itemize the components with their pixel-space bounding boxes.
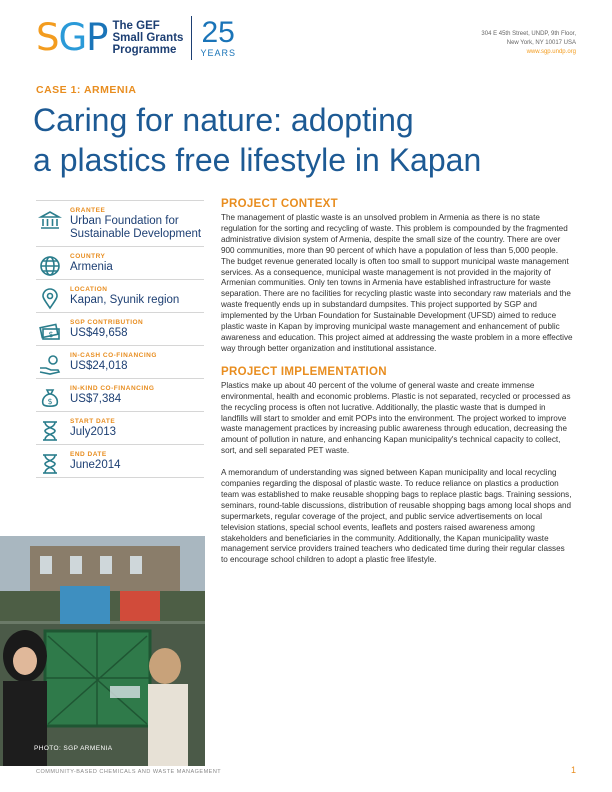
info-end-date: END DATE June2014 — [36, 445, 204, 478]
logo-wordmark: SGP — [36, 16, 108, 59]
hourglass-icon — [38, 452, 62, 476]
section-title-implementation: PROJECT IMPLEMENTATION — [221, 365, 387, 378]
info-in-cash-cofinancing: IN-CASH CO-FINANCING US$24,018 — [36, 346, 204, 379]
svg-text:$: $ — [48, 330, 54, 339]
globe-icon — [38, 254, 62, 278]
svg-text:$: $ — [47, 397, 53, 406]
anniversary-badge: 25 YEARS — [200, 16, 236, 58]
info-grantee: GRANTEE Urban Foundation for Sustainable Development — [36, 200, 204, 247]
hand-money-icon — [38, 353, 62, 377]
hourglass-icon — [38, 419, 62, 443]
money-bag-icon — [38, 386, 62, 410]
info-in-kind-cofinancing: $ IN-KIND CO-FINANCING US$7,384 — [36, 379, 204, 412]
sgp-logo — [36, 16, 236, 60]
page-number: 1 — [570, 765, 576, 775]
map-pin-icon — [38, 287, 62, 311]
project-photo — [0, 536, 205, 766]
context-paragraph: The management of plastic waste is an unsolved problem in Armenia as there is no state regulation for the sorting and recycling of waste. This problem is compounded by the fragmented administrative division system of Armenia, despite the small size of the country. There are over 900 communities, more than 90 percent of which have a population of less than 5,000 people. The budget revenue generated locally is often too small to support municipal waste management services. As a consequence, municipal waste management is not provided in the majority of Armenian communities. Only ten towns in Armenia have established infrastructure for waste separation. There are no facilities for recycling plastic waste into secondary raw materials and the waste frequently ends up in substandard dumpsites. This project supported by SGP and implemented by the Urban Foundation for Sustainable Development (UFSD) aimed to reduce plastic waste in Kapan by improving municipal waste management and enhancement of public awareness and education. This project aimed at addressing the waste problem in a more effective way through better organization and institutional assistance. — [221, 213, 573, 353]
main-content — [221, 198, 573, 577]
photo-credit: PHOTO: SGP ARMENIA — [34, 745, 113, 752]
page-title: Caring for nature: adopting a plastics free lifestyle in Kapan — [33, 102, 482, 178]
info-start-date: START DATE July2013 — [36, 412, 204, 445]
info-location: LOCATION Kapan, Syunik region — [36, 280, 204, 313]
info-country: COUNTRY Armenia — [36, 247, 204, 280]
money-icon — [38, 320, 62, 344]
address-line-2: New York, NY 10017 USA — [506, 40, 576, 46]
implementation-paragraph-1: Plastics make up about 40 percent of the volume of general waste and create immense environmental, health and economic problems. Plastic is not separated, recycled or processed as the recycling process is often not lucrative. Additionally, the plastic waste that is dumped in landfills will start to smolder and emit POPs into the environment. The project worked to improve waste management practices by increasing public awareness through education, decreasing the amount of pollution in nature, and enhancing Kapan municipality's technical capacity to collect, sort, and sell separated PET waste. — [221, 380, 571, 456]
project-info-sidebar — [36, 200, 204, 478]
building-icon — [38, 208, 62, 232]
address-line-1: 304 E 45th Street, UNDP, 9th Floor, — [481, 31, 576, 37]
section-title-context: PROJECT CONTEXT — [221, 198, 338, 210]
info-sgp-contribution: $ SGP CONTRIBUTION US$49,658 — [36, 313, 204, 346]
website-link[interactable]: www.sgp.undp.org — [526, 49, 576, 55]
case-label: CASE 1: ARMENIA — [36, 84, 137, 96]
footer-label: COMMUNITY-BASED CHEMICALS AND WASTE MANAGEMENT — [36, 769, 222, 775]
logo-divider — [191, 16, 192, 60]
page-header — [36, 16, 576, 68]
photo-illustration — [0, 536, 205, 766]
address-block — [481, 30, 576, 57]
implementation-paragraph-2: A memorandum of understanding was signed between Kapan municipality and local recycling companies regarding the disposal of plastic waste. To reduce reliance on plastics a production team was established to make reusable shopping bags to replace plastic bags. Training sessions, seminars, round-table discussions, distribution of reusable shopping bags among local shops and supermarkets, regular coverage of the project, and public service advertisements on local television stations, special school events, leaflets and posters raised awareness among stakeholders and beneficiaries in the community. Additionally, the Kapan municipality waste management service providers trained teachers who dedicated time during their regular classes to encourage school children to adopt a plastic free lifestyle. — [221, 468, 572, 565]
logo-subtitle: The GEF Small Grants Programme — [112, 20, 184, 56]
